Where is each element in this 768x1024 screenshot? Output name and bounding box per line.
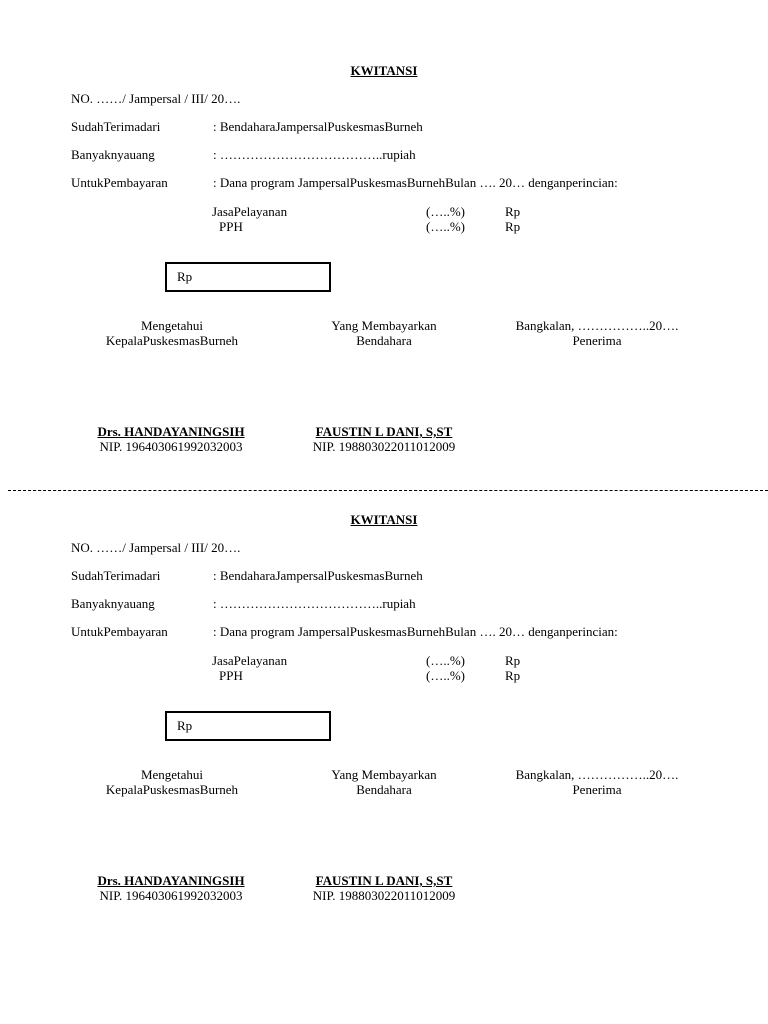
signer-name: Drs. HANDAYANINGSIH (97, 424, 245, 439)
total-box (165, 711, 331, 741)
received-from-value: : BendaharaJampersalPuskesmasBurneh (213, 119, 423, 134)
receipt-title: KWITANSI (350, 63, 418, 78)
item-currency: Rp (505, 204, 521, 219)
item-name: PPH (219, 668, 243, 683)
total-box (165, 262, 331, 292)
purpose-label: UntukPembayaran (71, 175, 168, 190)
signer-name: Drs. HANDAYANINGSIH (97, 873, 245, 888)
signature-col2-line1: Yang Membayarkan (331, 318, 437, 333)
signature-col3-line1: Bangkalan, ……………..20…. (515, 318, 679, 333)
receipt-title: KWITANSI (350, 512, 418, 527)
signature-col1-line1: Mengetahui (140, 318, 204, 333)
signer-nip: NIP. 196403061992032003 (99, 439, 243, 454)
signature-col3-line2: Penerima (572, 333, 622, 348)
receipt-number: NO. ……/ Jampersal / III/ 20…. (71, 91, 241, 106)
amount-value: : ………………………………..rupiah (213, 147, 416, 162)
signature-col2-line1: Yang Membayarkan (331, 767, 437, 782)
receipt-number: NO. ……/ Jampersal / III/ 20…. (71, 540, 241, 555)
purpose-value: : Dana program JampersalPuskesmasBurnehBulan …. 20… denganperincian: (213, 175, 618, 190)
item-name: JasaPelayanan (212, 204, 288, 219)
signer-name: FAUSTIN L DANI, S,ST (315, 873, 453, 888)
total-box-label: Rp (177, 269, 193, 284)
item-currency: Rp (505, 653, 521, 668)
received-from-label: SudahTerimadari (71, 568, 161, 583)
item-percent: (…..%) (426, 204, 465, 219)
amount-value: : ………………………………..rupiah (213, 596, 416, 611)
signature-col3-line2: Penerima (572, 782, 622, 797)
receipt-2 (0, 449, 768, 903)
signature-col2-line2: Bendahara (356, 782, 412, 797)
signature-col1-line2: KepalaPuskesmasBurneh (105, 333, 239, 348)
item-percent: (…..%) (426, 668, 465, 683)
signer-nip: NIP. 198803022011012009 (312, 888, 456, 903)
signature-col3-line1: Bangkalan, ……………..20…. (515, 767, 679, 782)
received-from-label: SudahTerimadari (71, 119, 161, 134)
purpose-label: UntukPembayaran (71, 624, 168, 639)
received-from-value: : BendaharaJampersalPuskesmasBurneh (213, 568, 423, 583)
receipt-1 (0, 0, 768, 454)
signature-col1-line2: KepalaPuskesmasBurneh (105, 782, 239, 797)
signer-nip: NIP. 196403061992032003 (99, 888, 243, 903)
item-name: JasaPelayanan (212, 653, 288, 668)
signer-name: FAUSTIN L DANI, S,ST (315, 424, 453, 439)
purpose-value: : Dana program JampersalPuskesmasBurnehBulan …. 20… denganperincian: (213, 624, 618, 639)
amount-label: Banyaknyauang (71, 147, 155, 162)
item-percent: (…..%) (426, 653, 465, 668)
item-currency: Rp (505, 668, 521, 683)
signer-nip: NIP. 198803022011012009 (312, 439, 456, 454)
total-box-label: Rp (177, 718, 193, 733)
item-name: PPH (219, 219, 243, 234)
item-currency: Rp (505, 219, 521, 234)
signature-col1-line1: Mengetahui (140, 767, 204, 782)
signature-col2-line2: Bendahara (356, 333, 412, 348)
amount-label: Banyaknyauang (71, 596, 155, 611)
item-percent: (…..%) (426, 219, 465, 234)
